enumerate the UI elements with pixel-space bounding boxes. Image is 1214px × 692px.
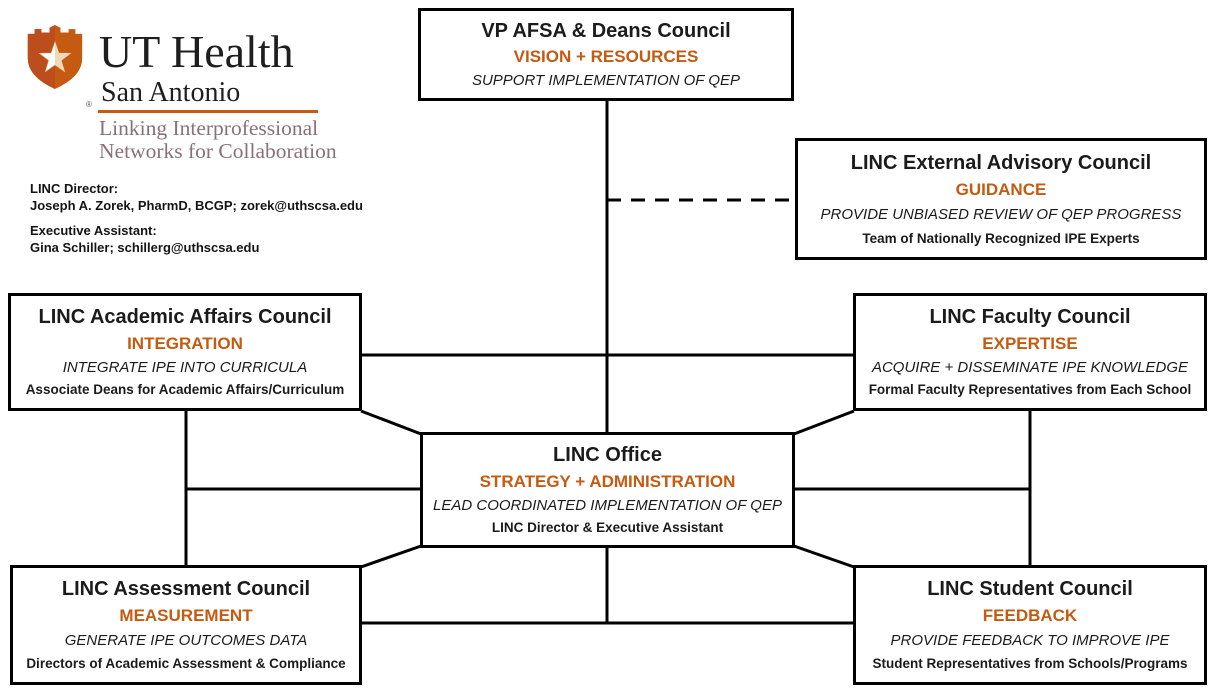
ut-health-shield-icon [21, 7, 89, 107]
diag-academic-to-office [361, 411, 421, 434]
box-role: STRATEGY + ADMINISTRATION [479, 471, 736, 491]
box-title: LINC External Advisory Council [850, 151, 1152, 174]
director-label: LINC Director: [30, 181, 119, 196]
box-title: VP AFSA & Deans Council [481, 19, 731, 42]
assistant-value: Gina Schiller; schillerg@uthscsa.edu [30, 240, 260, 255]
tagline-line1: Linking Interprofessional [99, 116, 319, 140]
box-role: GUIDANCE [955, 180, 1047, 200]
box-student-council [853, 565, 1207, 685]
box-role: FEEDBACK [982, 606, 1078, 626]
box-mission: GENERATE IPE OUTCOMES DATA [64, 632, 308, 650]
box-academic-affairs-council [8, 293, 362, 411]
box-role: MEASUREMENT [119, 606, 253, 626]
box-members: Associate Deans for Academic Affairs/Curriculum [25, 382, 345, 398]
director-value: Joseph A. Zorek, PharmD, BCGP; zorek@uthscsa.edu [30, 198, 363, 213]
diag-faculty-to-office [794, 411, 854, 434]
box-mission: SUPPORT IMPLEMENTATION OF QEP [471, 71, 741, 89]
assistant-label: Executive Assistant: [30, 223, 157, 238]
box-linc-office [420, 432, 795, 548]
registered-trademark: ® [86, 100, 92, 109]
box-role: INTEGRATION [127, 333, 243, 353]
box-role: EXPERTISE [982, 333, 1078, 353]
program-tagline [99, 117, 337, 163]
box-title: LINC Assessment Council [61, 578, 311, 601]
box-title: LINC Office [553, 444, 662, 467]
box-title: LINC Academic Affairs Council [38, 305, 332, 328]
box-mission: LEAD COORDINATED IMPLEMENTATION OF QEP [433, 496, 782, 514]
box-mission: INTEGRATE IPE INTO CURRICULA [62, 359, 308, 377]
tagline-line2: Networks for Collaboration [99, 139, 337, 163]
box-faculty-council [853, 293, 1207, 411]
box-members: LINC Director & Executive Assistant [491, 519, 724, 535]
box-mission: ACQUIRE + DISSEMINATE IPE KNOWLEDGE [871, 359, 1189, 377]
org-name: UT Health [99, 26, 294, 77]
box-members: Student Representatives from Schools/Programs [872, 655, 1188, 671]
diag-office-to-student [794, 546, 854, 567]
box-assessment-council [10, 565, 362, 685]
logo-divider [98, 110, 318, 113]
box-external-advisory-council [795, 138, 1207, 260]
box-role: VISION + RESOURCES [513, 46, 699, 66]
box-mission: PROVIDE FEEDBACK TO IMPROVE IPE [890, 632, 1170, 650]
box-title: LINC Faculty Council [929, 305, 1131, 328]
box-vp-afsa-deans-council [418, 8, 794, 101]
box-title: LINC Student Council [927, 578, 1133, 601]
diag-office-to-assessment [361, 546, 421, 567]
box-members: Team of Nationally Recognized IPE Experts [862, 230, 1140, 246]
box-members: Formal Faculty Representatives from Each School [868, 382, 1192, 398]
box-mission: PROVIDE UNBIASED REVIEW OF QEP PROGRESS [820, 206, 1182, 224]
box-members: Directors of Academic Assessment & Compliance [26, 655, 346, 671]
org-subname: San Antonio [101, 77, 241, 108]
